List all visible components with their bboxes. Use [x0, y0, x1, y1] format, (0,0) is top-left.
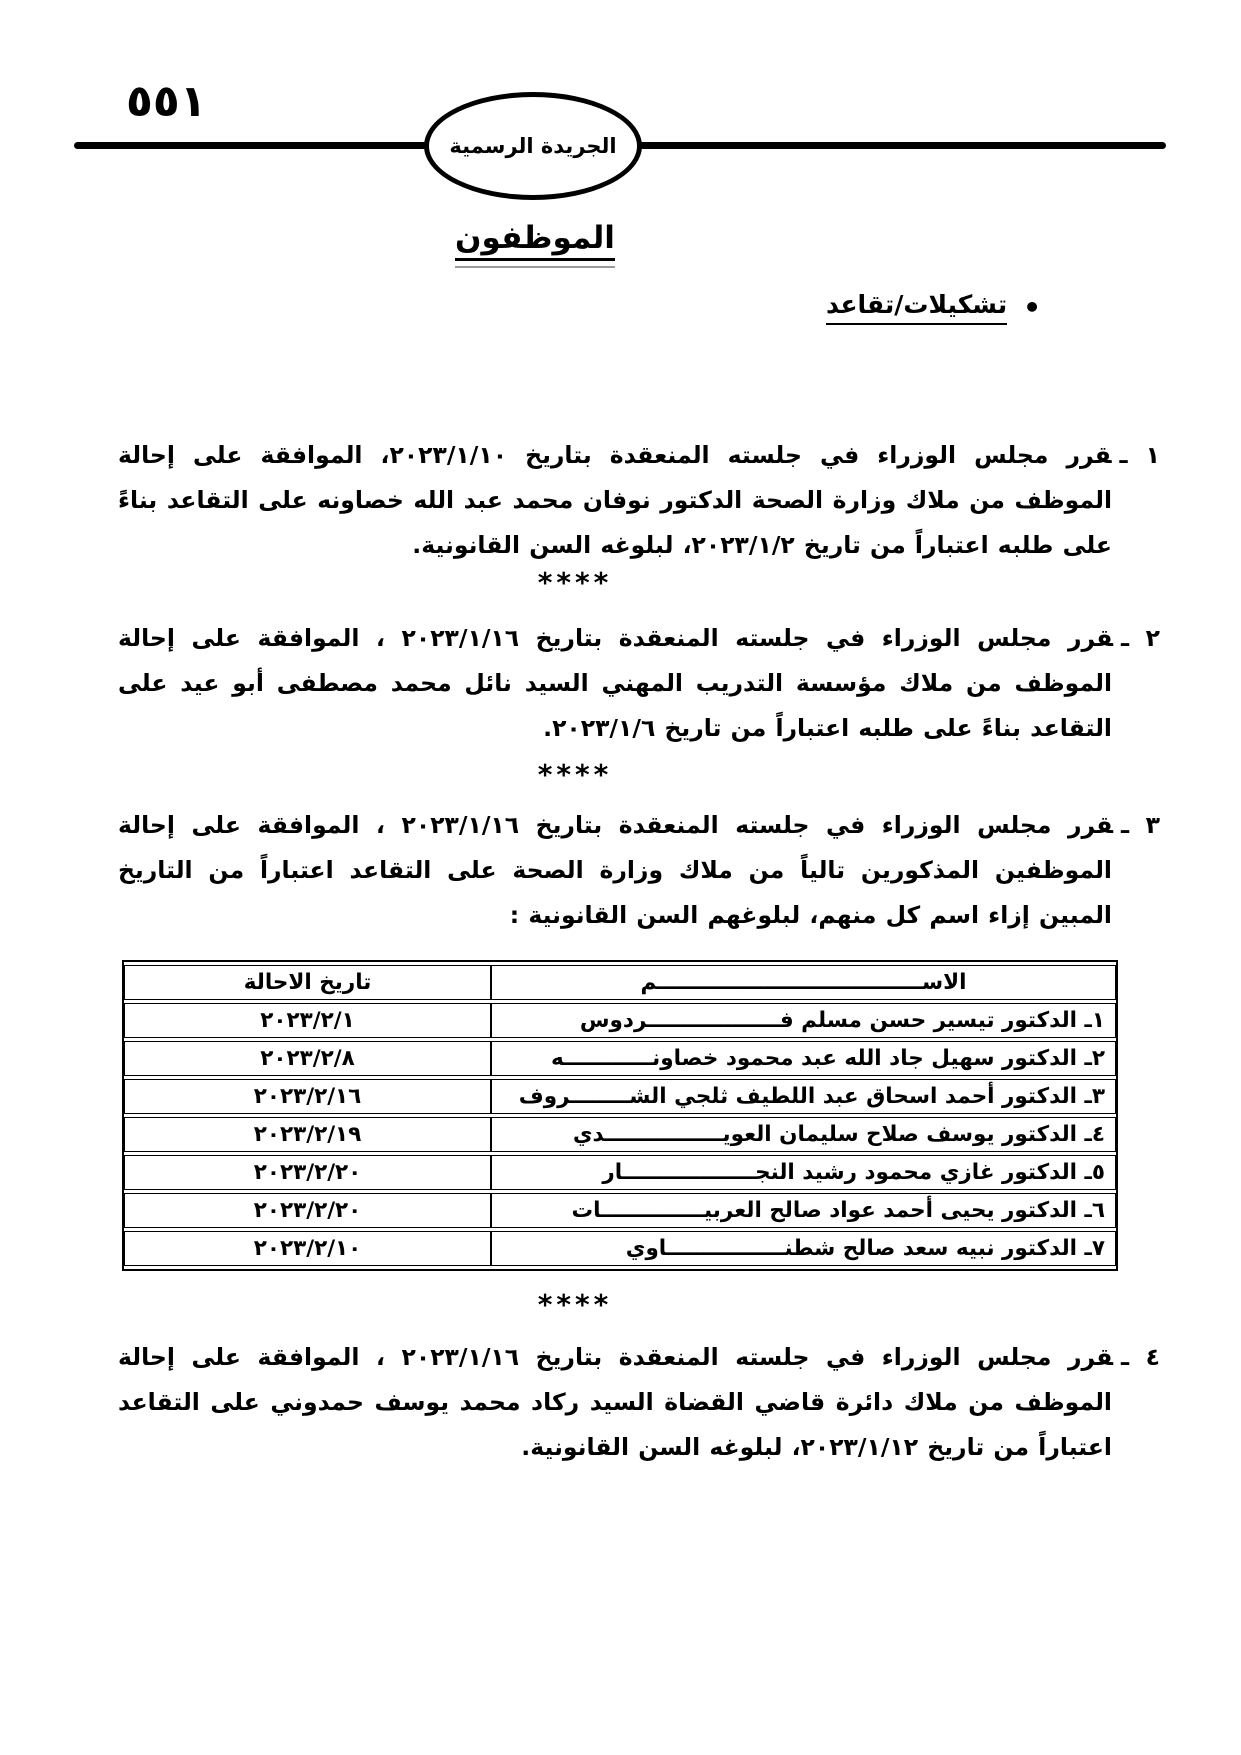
- date-cell: ٢٠٢٣/٢/٨: [124, 1041, 491, 1076]
- name-column-header: الاســــــــــــــــــــــــــــــــــــم: [491, 965, 1116, 1000]
- date-cell: ٢٠٢٣/٢/٢٠: [124, 1155, 491, 1190]
- bullet-icon: •: [1023, 290, 1041, 324]
- table-row: [124, 1117, 1116, 1152]
- asterisk-separator: ****: [537, 1288, 613, 1321]
- table-row: [124, 1079, 1116, 1114]
- name-cell: ٥ـ الدكتور غازي محمود رشيد النجــــــــــــــــــار: [491, 1155, 1116, 1190]
- masthead-oval: [424, 92, 642, 200]
- paragraph-number: ٢ ـ: [1121, 624, 1160, 652]
- decision-paragraph-2: [118, 616, 1160, 751]
- date-cell: ٢٠٢٣/٢/١٩: [124, 1117, 491, 1152]
- paragraph-number: ٤ ـ: [1121, 1343, 1160, 1371]
- table-row: [124, 1003, 1116, 1038]
- paragraph-number: ١ ـ: [1119, 441, 1161, 469]
- name-cell: ٣ـ الدكتور أحمد اسحاق عبد اللطيف ثلجي الشــــــــروف: [491, 1079, 1116, 1114]
- table-row: [124, 1155, 1116, 1190]
- decision-paragraph-4: [118, 1335, 1160, 1470]
- name-cell: ١ـ الدكتور تيسير حسن مسلم فــــــــــــــــــردوس: [491, 1003, 1116, 1038]
- asterisk-separator: ****: [537, 566, 613, 599]
- section-heading-label: تشكيلات/تقاعد: [826, 290, 1007, 325]
- name-cell: ٢ـ الدكتور سهيل جاد الله عبد محمود خصاونــــــــــــه: [491, 1041, 1116, 1076]
- name-cell: ٦ـ الدكتور يحيى أحمد عواد صالح العربيــــــــــــــات: [491, 1193, 1116, 1228]
- page-number: ٥٥١: [126, 76, 207, 127]
- paragraph-text: قرر مجلس الوزراء في جلسته المنعقدة بتاريخ ٢٠٢٣/١/١٦ ، الموافقة على إحالة الموظفين المذكورين تالياً من ملاك وزارة الصحة على التقاعد اعتباراً من التاريخ المبين إزاء اسم كل منهم، لبلوغهم السن القانونية :: [118, 811, 1114, 929]
- table-row: [124, 1041, 1116, 1076]
- name-cell: ٤ـ الدكتور يوسف صلاح سليمان العويــــــــــــــــدي: [491, 1117, 1116, 1152]
- date-cell: ٢٠٢٣/٢/٢٠: [124, 1193, 491, 1228]
- asterisk-separator: ****: [537, 758, 613, 791]
- paragraph-text: قرر مجلس الوزراء في جلسته المنعقدة بتاريخ ٢٠٢٣/١/١٠، الموافقة على إحالة الموظف من ملاك وزارة الصحة الدكتور نوفان محمد عبد الله خصاونه على التقاعد بناءً على طلبه اعتباراً من تاريخ ٢٠٢٣/١/٢، لبلوغه السن القانونية.: [118, 441, 1112, 559]
- date-cell: ٢٠٢٣/٢/١٠: [124, 1231, 491, 1266]
- paragraph-text: قرر مجلس الوزراء في جلسته المنعقدة بتاريخ ٢٠٢٣/١/١٦ ، الموافقة على إحالة الموظف من ملاك دائرة قاضي القضاة السيد ركاد محمد يوسف حمدوني على التقاعد اعتباراً من تاريخ ٢٠٢٣/١/١٢، لبلوغه السن القانونية.: [118, 1343, 1114, 1461]
- name-cell: ٧ـ الدكتور نبيه سعد صالح شطنــــــــــــــــاوي: [491, 1231, 1116, 1266]
- table-header-row: [124, 965, 1116, 1000]
- paragraph-text: قرر مجلس الوزراء في جلسته المنعقدة بتاريخ ٢٠٢٣/١/١٦ ، الموافقة على إحالة الموظف من ملاك مؤسسة التدريب المهني السيد نائل محمد مصطفى أبو عيد على التقاعد بناءً على طلبه اعتباراً من تاريخ ٢٠٢٣/١/٦.: [118, 624, 1114, 742]
- masthead-title: الجريدة الرسمية: [449, 134, 617, 158]
- paragraph-number: ٣ ـ: [1121, 811, 1160, 839]
- decision-paragraph-1: [118, 433, 1160, 568]
- page-title: [0, 220, 1070, 268]
- page-title-text: الموظفون: [455, 220, 615, 261]
- retirement-table: [122, 960, 1118, 1271]
- date-cell: ٢٠٢٣/٢/١٦: [124, 1079, 491, 1114]
- date-column-header: تاريخ الاحالة: [124, 965, 491, 1000]
- table-row: [124, 1231, 1116, 1266]
- table-row: [124, 1193, 1116, 1228]
- section-heading: [826, 290, 1041, 325]
- decision-paragraph-3: [118, 803, 1160, 938]
- date-cell: ٢٠٢٣/٢/١: [124, 1003, 491, 1038]
